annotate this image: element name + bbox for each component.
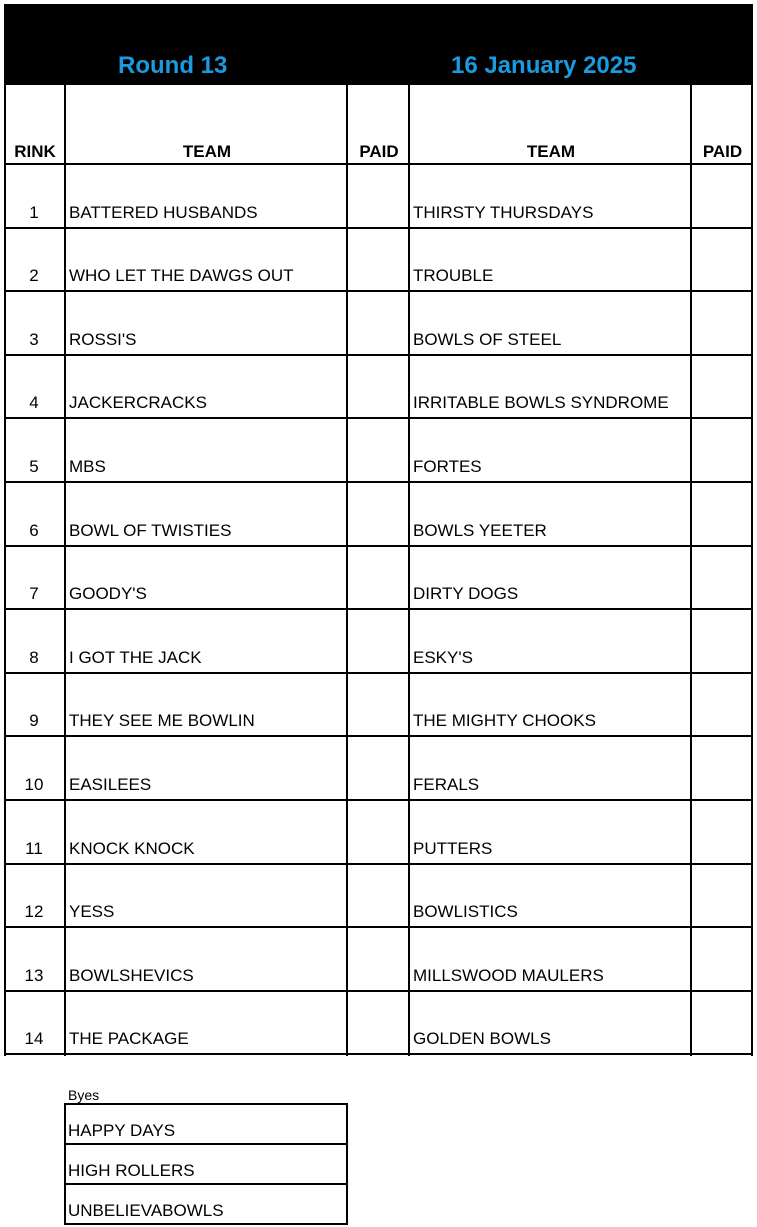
paid-2-cell[interactable] xyxy=(692,419,751,481)
column-header-rink: RINK xyxy=(14,142,56,161)
rink-number: 9 xyxy=(29,711,39,731)
column-header-team-1: TEAM xyxy=(182,142,232,161)
paid-2-cell[interactable] xyxy=(692,737,751,799)
paid-1-cell[interactable] xyxy=(348,229,408,291)
rink-number: 5 xyxy=(29,457,39,476)
paid-2-cell[interactable] xyxy=(692,801,751,863)
team-2-name: ESKY'S xyxy=(413,647,473,667)
team-2-name: FORTES xyxy=(413,457,482,476)
rink-number: 2 xyxy=(29,266,39,286)
paid-1-cell[interactable] xyxy=(348,865,408,927)
team-1-name: BOWL OF TWISTIES xyxy=(69,520,232,540)
team-1-name: THEY SEE ME BOWLIN xyxy=(69,711,255,731)
team-2-name: FERALS xyxy=(413,775,480,794)
rink-number: 11 xyxy=(25,838,43,858)
rink-number: 12 xyxy=(24,902,44,922)
paid-2-cell[interactable] xyxy=(692,165,751,227)
byes-table xyxy=(64,1103,348,1224)
team-2-name: TROUBLE xyxy=(413,266,494,286)
column-header-paid-2: PAID xyxy=(702,142,743,161)
paid-2-cell[interactable] xyxy=(692,928,751,990)
bye-team: UNBELIEVABOWLS xyxy=(68,1201,224,1220)
team-2-name: THE MIGHTY CHOOKS xyxy=(413,711,596,731)
paid-2-cell[interactable] xyxy=(692,292,751,354)
team-1-name: GOODY'S xyxy=(69,584,147,604)
team-1-name: YESS xyxy=(69,902,115,922)
team-2-name: IRRITABLE BOWLS SYNDROME xyxy=(413,393,669,413)
paid-1-cell[interactable] xyxy=(348,674,408,736)
paid-1-cell[interactable] xyxy=(348,292,408,354)
team-1-name: ROSSI'S xyxy=(69,329,137,349)
rink-number: 1 xyxy=(29,202,39,222)
rink-number: 8 xyxy=(29,647,39,667)
team-1-name: KNOCK KNOCK xyxy=(69,838,195,858)
paid-2-cell[interactable] xyxy=(692,229,751,291)
team-1-name: WHO LET THE DAWGS OUT xyxy=(69,266,294,286)
paid-2-cell[interactable] xyxy=(692,483,751,545)
paid-1-cell[interactable] xyxy=(348,165,408,227)
paid-1-cell[interactable] xyxy=(348,547,408,609)
column-header-paid-1: PAID xyxy=(359,142,399,161)
paid-1-cell[interactable] xyxy=(348,483,408,545)
team-2-name: GOLDEN BOWLS xyxy=(413,1029,551,1049)
team-1-name: THE PACKAGE xyxy=(69,1029,189,1049)
team-1-name: BOWLSHEVICS xyxy=(69,965,194,985)
rink-number: 10 xyxy=(24,775,44,794)
rink-number: 3 xyxy=(29,329,39,349)
team-1-name: JACKERCRACKS xyxy=(69,393,207,413)
paid-2-cell[interactable] xyxy=(692,865,751,927)
rink-number: 13 xyxy=(24,965,44,985)
header-banner xyxy=(4,4,753,85)
paid-1-cell[interactable] xyxy=(348,992,408,1054)
paid-2-cell[interactable] xyxy=(692,610,751,672)
team-1-name: I GOT THE JACK xyxy=(69,647,202,667)
column-header-team-2: TEAM xyxy=(526,142,576,161)
paid-1-cell[interactable] xyxy=(348,610,408,672)
rink-number: 4 xyxy=(29,393,39,413)
round-title: Round 13 xyxy=(118,52,228,79)
rink-number: 14 xyxy=(24,1029,44,1049)
paid-2-cell[interactable] xyxy=(692,674,751,736)
team-2-name: PUTTERS xyxy=(413,838,493,858)
round-date: 16 January 2025 xyxy=(451,52,637,79)
team-1-name: BATTERED HUSBANDS xyxy=(69,202,258,222)
team-1-name: EASILEES xyxy=(69,775,152,794)
paid-1-cell[interactable] xyxy=(348,928,408,990)
paid-1-cell[interactable] xyxy=(348,737,408,799)
rink-number: 7 xyxy=(29,584,39,604)
paid-2-cell[interactable] xyxy=(692,992,751,1054)
bye-team: HIGH ROLLERS xyxy=(68,1161,195,1180)
team-2-name: BOWLS YEETER xyxy=(413,520,547,540)
team-2-name: DIRTY DOGS xyxy=(413,584,519,604)
team-2-name: BOWLS OF STEEL xyxy=(413,329,562,349)
paid-1-cell[interactable] xyxy=(348,356,408,418)
paid-1-cell[interactable] xyxy=(348,801,408,863)
paid-1-cell[interactable] xyxy=(348,419,408,481)
rink-number: 6 xyxy=(29,520,39,540)
team-2-name: MILLSWOOD MAULERS xyxy=(413,965,604,985)
fixture-table xyxy=(4,85,753,1056)
byes-label: Byes xyxy=(68,1087,100,1103)
team-1-name: MBS xyxy=(69,457,106,476)
paid-2-cell[interactable] xyxy=(692,547,751,609)
team-2-name: BOWLISTICS xyxy=(413,902,518,922)
team-2-name: THIRSTY THURSDAYS xyxy=(413,202,594,222)
bye-team: HAPPY DAYS xyxy=(68,1121,176,1140)
paid-2-cell[interactable] xyxy=(692,356,751,418)
